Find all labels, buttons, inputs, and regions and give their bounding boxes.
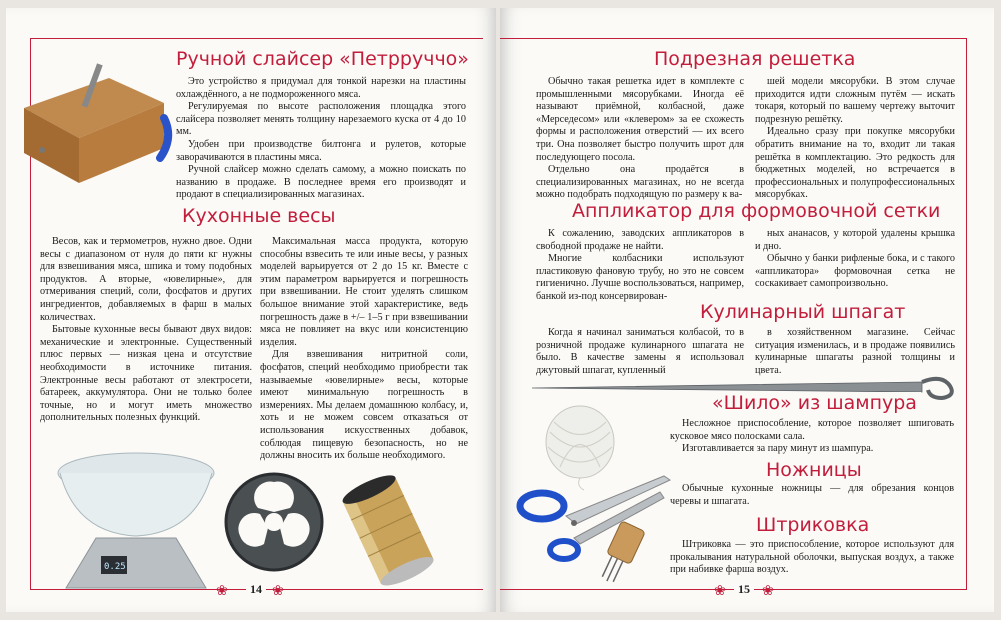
can-image xyxy=(339,470,439,590)
ornament-icon: ❀ xyxy=(762,584,774,599)
grate-paragraph: Идеально сразу при покупке мясорубки обратить внимание на то, входит ли такая решётка в комплектацию. Это редкость для бюджетных моделей, но встречается в профессиональных и полупрофессиональных мясорубках. xyxy=(755,126,955,201)
page-number-left: 14 xyxy=(246,582,266,597)
grate-paragraph: Обычно такая решетка идет в комплекте с промышленными мясорубками. Иногда её называют приёмной, колбасной, даже «Мерседесом» или «клевером» за ее схожесть формы и расположения отверстий — их всего три. Она позволяет быстро получить шрот для последующего посола. xyxy=(536,76,744,163)
awl-paragraph: Изготавливается за пару минут из шампура. xyxy=(682,443,874,455)
applicator-column-1 xyxy=(536,228,744,304)
scales-paragraph: Весов, как и термометров, нужно двое. Одни весы с диапазоном от нуля до пяти кг нужны для взвешивания мяса, шпика и тому подобных продуктов. А вторые, «ювелирные», для отмеривания специй, соли, фосфатов и других ингредиентов, добавляемых в фарш в малых количествах. xyxy=(40,236,252,323)
slicer-text xyxy=(176,76,466,202)
awl-text xyxy=(670,418,954,456)
twine-column-2 xyxy=(755,327,955,377)
pricker-text xyxy=(670,539,954,577)
twine-paragraph: в хозяйственном магазине. Сейчас ситуация изменилась, и в продаже появились кулинарные шпагаты разной толщины и цвета. xyxy=(755,327,955,376)
applicator-paragraph: К сожалению, заводских аппликаторов в свободной продаже не найти. xyxy=(536,228,744,252)
grate-column-2 xyxy=(755,76,955,202)
twine-title: Кулинарный шпагат xyxy=(696,301,909,323)
scissors-title: Ножницы xyxy=(762,459,866,481)
scissors-paragraph: Обычные кухонные ножницы — для обрезания концов черевы и шпагата. xyxy=(670,483,954,507)
scales-paragraph: Бытовые кухонные весы бывают двух видов: механические и электронные. Существенный плюс первых — низкая цена и отсутствие необходимости в источнике питания. Электронные весы работают от электросети, батареек, аккумулятора. Они не только более точные, но и могут иметь множество дополнительных полезных функций. xyxy=(40,324,252,424)
slicer-paragraph: Ручной слайсер можно сделать самому, а можно поискать по названию в продаже. В последнее время его производят и продают в специализированных магазинах. xyxy=(176,164,466,201)
ornament-icon: ❀ xyxy=(714,584,726,599)
kitchen-scale-image xyxy=(56,448,216,598)
awl-paragraph: Несложное приспособление, которое позволяет шпиговать кусковое мясо полосками сала. xyxy=(670,418,954,442)
applicator-paragraph: ных ананасов, у которой удалены крышка и дно. xyxy=(755,228,955,252)
ornament-icon: ❀ xyxy=(216,584,228,599)
page-number-right: 15 xyxy=(734,582,754,597)
pricker-title: Штриковка xyxy=(752,514,873,536)
grate-title: Подрезная решетка xyxy=(650,48,859,70)
scissors-text xyxy=(670,483,954,508)
twine-column-1 xyxy=(536,327,744,377)
pricker-image xyxy=(590,518,650,588)
applicator-paragraph: Многие колбасники используют пластиковую фановую трубу, но это не совсем гигиенично. Лучше воспользоваться, например, банкой из-под консервирован- xyxy=(536,253,744,302)
slicer-title: Ручной слайсер «Петрруччо» xyxy=(172,48,473,70)
scales-column-2 xyxy=(260,236,468,463)
grinder-plate-image xyxy=(222,470,326,574)
scales-column-1 xyxy=(40,236,252,425)
grate-paragraph: шей модели мясорубки. В этом случае приходится идти сложным путём — искать токаря, который по вашему чертежу выточит подрезную решётку. xyxy=(755,76,955,125)
ornament-icon: ❀ xyxy=(272,584,284,599)
slicer-paragraph: Регулируемая по высоте расположения площадка этого слайсера позволяет менять толщину нарезаемого куска от 4 до 10 мм. xyxy=(176,101,466,138)
grate-column-1 xyxy=(536,76,744,202)
scales-paragraph: Максимальная масса продукта, которую способны взвесить те или иные весы, у разных моделей варьируется от 2 до 15 кг. Вместе с этим параметром варьируется и погрешность при взвешивании. Не стоит уделять слишком большое внимание этой характеристике, ведь погрешность даже в +/– 1–5 г при взвешивании мяса не повлияет на вкус или консистенцию изделия. xyxy=(260,236,468,348)
slicer-paragraph: Это устройство я придумал для тонкой нарезки на пластины охлаждённого, а не подмороженного мяса. xyxy=(176,76,466,100)
applicator-title: Аппликатор для формовочной сетки xyxy=(568,200,944,222)
applicator-column-2 xyxy=(755,228,955,291)
left-page xyxy=(6,8,496,612)
scale-display: 0.25 xyxy=(104,562,126,572)
awl-title: «Шило» из шампура xyxy=(708,392,921,414)
slicer-image xyxy=(14,58,174,188)
grate-paragraph: Отдельно она продаётся в специализированных магазинах, но не всегда можно подобрать подходящую по размеру к ва- xyxy=(536,164,744,201)
scales-paragraph: Для взвешивания нитритной соли, фосфатов, специй необходимо приобрести так называемые «ювелирные» весы, которые имеют минимальную погрешность в измерениях. Мы делаем домашнюю колбасу, и, хоть и не можем совсем отказаться от использования искусственных добавок, соблюдая пищевую безопасность, но не должны вносить их больше необходимого. xyxy=(260,349,468,462)
slicer-paragraph: Удобен при производстве билтонга и рулетов, которые заворачиваются в пластины мяса. xyxy=(176,138,466,163)
twine-paragraph: Когда я начинал заниматься колбасой, то в розничной продаже кулинарного шпагата не было. В качестве замены я использовал джутовый шпагат, купленный xyxy=(536,327,744,376)
right-page xyxy=(500,8,994,612)
scales-title: Кухонные весы xyxy=(178,205,340,227)
pricker-paragraph: Штриковка — это приспособление, которое используют для прокалывания натуральной оболочки, выпуская воздух, а также при набивке фарша воздух. xyxy=(670,539,954,576)
applicator-paragraph: Обычно у банки рифленые бока, и с такого «аппликатора» формовочная сетка не соскакивает самопроизвольно. xyxy=(755,253,955,290)
